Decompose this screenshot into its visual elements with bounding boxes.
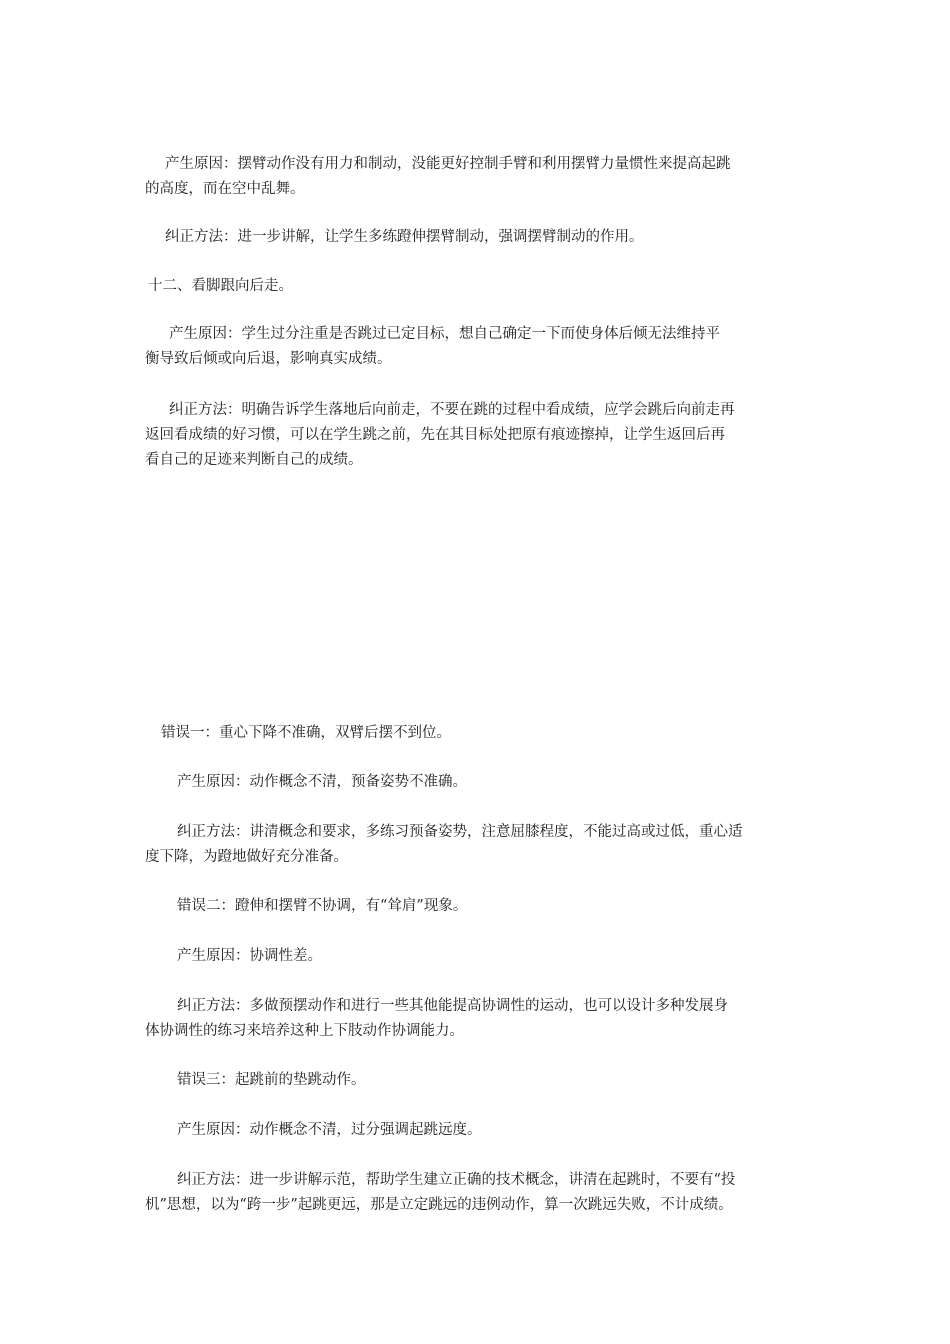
text-line: 产生原因：协调性差。 bbox=[177, 948, 322, 964]
text-line: 机”思想，以为“跨一步”起跳更远，那是立定跳远的违例动作，算一次跳远失败，不计成绩。 bbox=[145, 1197, 733, 1213]
error-three-heading bbox=[145, 1068, 813, 1093]
text-line: 看自己的足迹来判断自己的成绩。 bbox=[145, 452, 363, 468]
text-line: 纠正方法：进一步讲解，让学生多练蹬伸摆臂制动，强调摆臂制动的作用。 bbox=[165, 229, 644, 245]
text-line: 的高度，而在空中乱舞。 bbox=[145, 181, 305, 197]
error-two-cause bbox=[145, 944, 813, 969]
text-line: 十二、看脚跟向后走。 bbox=[148, 278, 293, 294]
text-line: 纠正方法：进一步讲解示范，帮助学生建立正确的技术概念，讲清在起跳时，不要有“投 bbox=[177, 1172, 736, 1188]
text-line: 衡导致后倾或向后退，影响真实成绩。 bbox=[145, 351, 392, 367]
text-line: 错误一：重心下降不准确，双臂后摆不到位。 bbox=[161, 725, 451, 741]
text-line: 错误二：蹬伸和摆臂不协调，有“耸肩”现象。 bbox=[177, 898, 468, 914]
text-line: 纠正方法：明确告诉学生落地后向前走，不要在跳的过程中看成绩，应学会跳后向前走再 bbox=[169, 402, 735, 418]
error-two-fix bbox=[145, 994, 813, 1044]
paragraph-look-back-cause bbox=[145, 322, 813, 372]
text-line: 产生原因：摆臂动作没有用力和制动，没能更好控制手臂和利用摆臂力量惯性来提高起跳 bbox=[165, 156, 731, 172]
error-one-heading bbox=[145, 721, 813, 746]
error-three-cause bbox=[145, 1118, 813, 1143]
text-line: 产生原因：动作概念不清，过分强调起跳远度。 bbox=[177, 1122, 482, 1138]
error-one-fix bbox=[145, 820, 813, 870]
text-line: 产生原因：学生过分注重是否跳过已定目标，想自己确定一下而使身体后倾无法维持平 bbox=[169, 326, 720, 342]
text-line: 错误三：起跳前的垫跳动作。 bbox=[177, 1072, 366, 1088]
error-three-fix bbox=[145, 1168, 825, 1218]
error-two-heading bbox=[145, 894, 813, 919]
text-line: 体协调性的练习来培养这种上下肢动作协调能力。 bbox=[145, 1023, 464, 1039]
paragraph-arm-swing-fix bbox=[145, 225, 813, 250]
section-heading-12 bbox=[145, 274, 813, 299]
paragraph-look-back-fix bbox=[145, 398, 813, 473]
paragraph-arm-swing-cause bbox=[145, 152, 813, 202]
text-line: 返回看成绩的好习惯，可以在学生跳之前，先在其目标处把原有痕迹擦掉，让学生返回后再 bbox=[145, 427, 725, 443]
text-line: 纠正方法：讲清概念和要求，多练习预备姿势，注意屈膝程度，不能过高或过低，重心适 bbox=[177, 824, 743, 840]
text-line: 度下降，为蹬地做好充分准备。 bbox=[145, 849, 348, 865]
text-line: 产生原因：动作概念不清，预备姿势不准确。 bbox=[177, 774, 467, 790]
text-line: 纠正方法：多做预摆动作和进行一些其他能提高协调性的运动，也可以设计多种发展身 bbox=[177, 998, 728, 1014]
error-one-cause bbox=[145, 770, 813, 795]
